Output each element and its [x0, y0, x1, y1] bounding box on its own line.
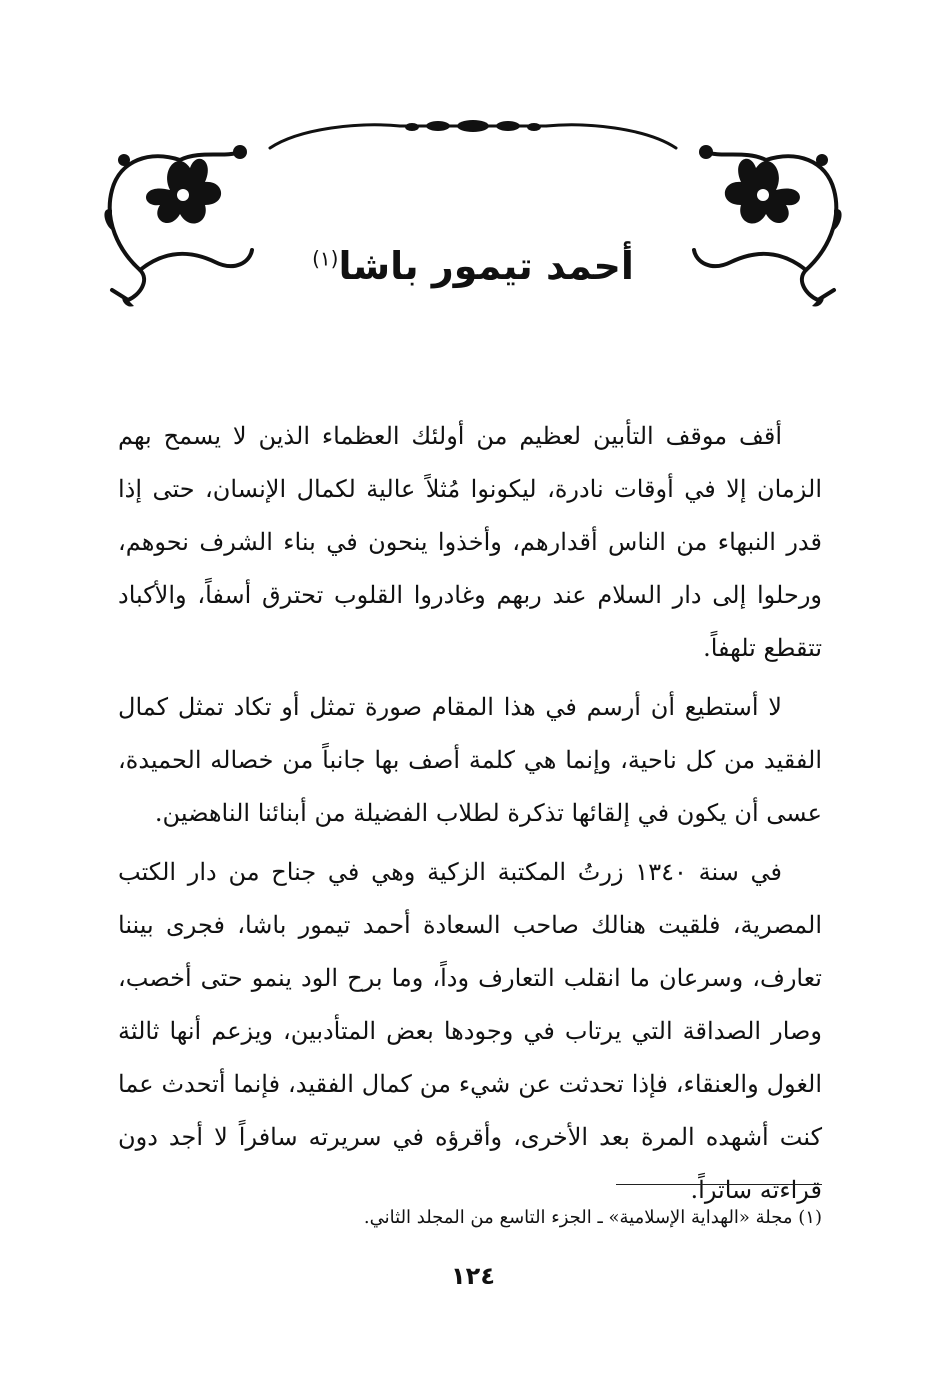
paragraph-2: لا أستطيع أن أرسم في هذا المقام صورة تمثل أو تكاد تمثل كمال الفقيد من كل ناحية، وإنما هي كلمة أصف بها جانباً من خصاله الحميدة، عسى أن يكون في إلقائها تذكرة لطلاب الفضيلة من أبنائنا الناهضين.	[118, 693, 822, 827]
paragraph-1: أقف موقف التأبين لعظيم من أولئك العظماء الذين لا يسمح بهم الزمان إلا في أوقات نادرة، ليكونوا مُثلاً عالية لكمال الإنسان، حتى إذا قدر النبهاء من الناس أقدارهم، وأخذوا ينحون في بناء الشرف نحوهم، ورحلوا إلى دار السلام عند ربهم وغادروا القلوب تحترق أسفاً، والأكباد تتقطع تلهفاً.	[118, 422, 823, 662]
paragraph-3: في سنة ١٣٤٠ زرتُ المكتبة الزكية وهي في جناح من دار الكتب المصرية، فلقيت هنالك صاحب السعادة أحمد تيمور باشا، فجرى بيننا تعارف، وسرعان ما انقلب التعارف وداً، وما برح الود ينمو حتى أخصب، وصار الصداقة التي يرتاب في وجودها بعض المتأدبين، ويزعم أنها ثالثة الغول والعنقاء، فإذا تحدثت عن شيء من كمال الفقيد، فإنما أتحدث عما كنت أشهده المرة بعد الأخرى، وأقرؤه في سريرته سافراً لا أجد دون قراءته ساتراً.	[118, 858, 822, 1204]
footnote-text: مجلة «الهداية الإسلامية» ـ الجزء التاسع من المجلد الثاني.	[363, 1207, 793, 1228]
body-text	[118, 410, 822, 1217]
footnote-marker: (١)	[798, 1207, 822, 1228]
title-text: أحمد تيمور باشا	[338, 244, 634, 288]
page-number: ١٢٤	[451, 1262, 495, 1290]
footnote-divider	[616, 1184, 822, 1185]
page-title	[0, 236, 946, 296]
footnote	[118, 1204, 822, 1232]
title-footnote-marker: (١)	[312, 246, 339, 271]
